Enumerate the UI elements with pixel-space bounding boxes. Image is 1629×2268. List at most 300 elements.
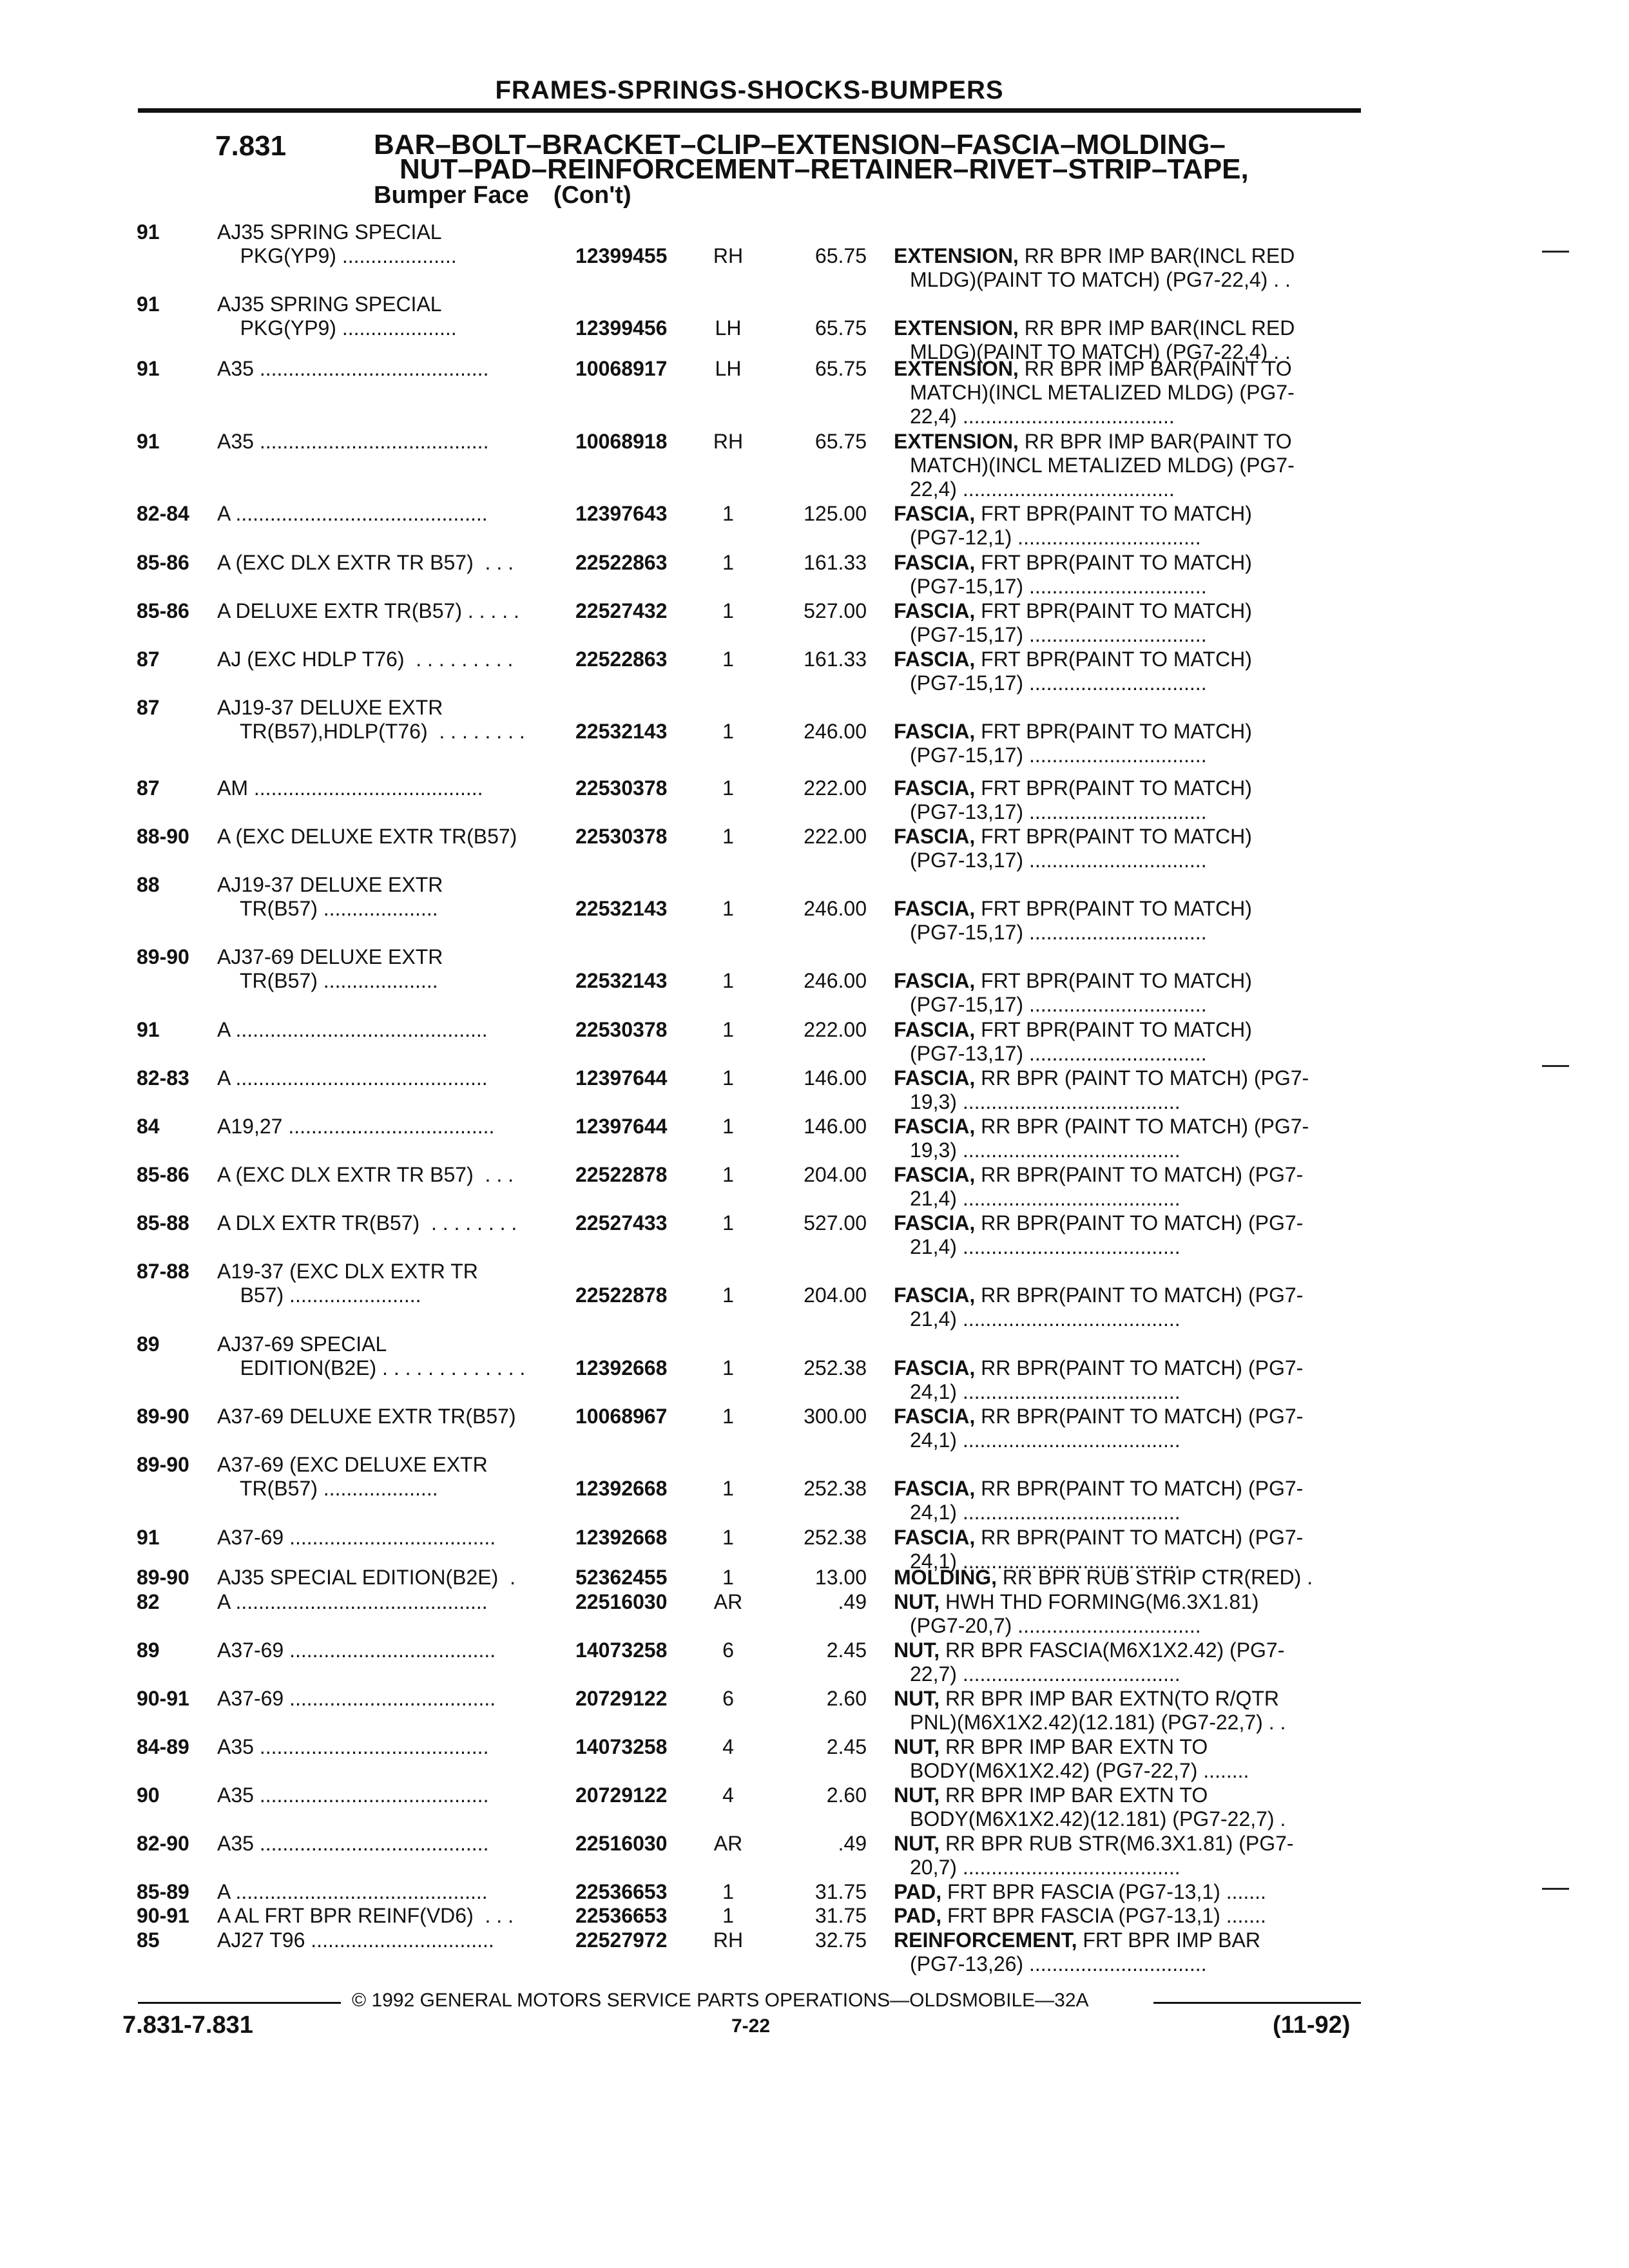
part-number: 22522863 — [575, 648, 668, 671]
model-year: 91 — [137, 293, 160, 316]
model-usage — [217, 1783, 559, 1807]
part-name: FASCIA, — [894, 1477, 976, 1500]
footer-rule-left — [138, 2002, 341, 2004]
part-name: FASCIA, — [894, 969, 976, 992]
continued-label: (Con't) — [553, 182, 631, 209]
description-text: RR BPR(PAINT TO MATCH) (PG7- — [981, 1211, 1304, 1235]
subtitle-text: Bumper Face — [374, 182, 529, 209]
price: 252.38 — [804, 1356, 867, 1379]
model-usage — [217, 502, 559, 526]
part-number: 12397644 — [575, 1066, 668, 1090]
description-line: PNL)(M6X1X2.42)(12.181) (PG7-22,7) . . — [910, 1711, 1286, 1734]
model-usage — [217, 1066, 559, 1090]
model-usage — [217, 945, 559, 993]
part-number: 10068967 — [575, 1405, 668, 1428]
part-description — [894, 1356, 1361, 1404]
model-usage-line: A19-37 (EXC DLX EXTR TR — [217, 1260, 478, 1283]
quantity: 1 — [722, 1526, 734, 1549]
description-line — [894, 1590, 1361, 1614]
part-description — [894, 1211, 1361, 1259]
description-line — [894, 1211, 1361, 1235]
price: 161.33 — [804, 648, 867, 671]
model-usage — [217, 1332, 559, 1380]
quantity: 1 — [722, 776, 734, 800]
description-line: 24,1) ...................................... — [910, 1550, 1181, 1573]
description-text: FRT BPR(PAINT TO MATCH) — [981, 897, 1252, 920]
footer-copyright: © 1992 GENERAL MOTORS SERVICE PARTS OPERATIONS—OLDSMOBILE—32A — [352, 1990, 1089, 2011]
model-year: 84 — [137, 1115, 160, 1138]
part-number: 12399456 — [575, 316, 668, 340]
part-name: FASCIA, — [894, 1356, 976, 1379]
model-year: 89-90 — [137, 945, 189, 968]
model-year: 82-84 — [137, 502, 189, 525]
model-usage-line: A AL FRT BPR REINF(VD6) . . . — [217, 1904, 514, 1927]
margin-mark — [1542, 1065, 1569, 1067]
description-line — [894, 776, 1361, 800]
price: 65.75 — [815, 430, 867, 453]
part-number: 52362455 — [575, 1566, 668, 1589]
price: 32.75 — [815, 1928, 867, 1952]
part-number: 22536653 — [575, 1904, 668, 1927]
price: 146.00 — [804, 1066, 867, 1090]
part-description — [894, 720, 1361, 767]
part-name: FASCIA, — [894, 1115, 976, 1138]
part-name: FASCIA, — [894, 1526, 976, 1549]
description-text: FRT BPR(PAINT TO MATCH) — [981, 599, 1252, 622]
part-number: 12392668 — [575, 1526, 668, 1549]
model-year: 85-86 — [137, 551, 189, 574]
description-line — [894, 1018, 1361, 1042]
part-number: 14073258 — [575, 1735, 668, 1758]
price: 146.00 — [804, 1115, 867, 1138]
model-usage-line: A (EXC DLX EXTR TR B57) . . . — [217, 1163, 514, 1186]
model-usage — [217, 776, 559, 800]
description-line: 19,3) ...................................... — [910, 1139, 1181, 1162]
part-description — [894, 244, 1361, 292]
part-number: 22532143 — [575, 720, 668, 743]
model-usage-line: AJ (EXC HDLP T76) . . . . . . . . . — [217, 648, 514, 671]
part-number: 22532143 — [575, 897, 668, 920]
price: 204.00 — [804, 1283, 867, 1307]
model-usage — [217, 1566, 559, 1590]
model-usage-line: TR(B57) .................... — [217, 897, 438, 920]
model-usage-line: TR(B57),HDLP(T76) . . . . . . . . — [217, 720, 525, 743]
part-name: FASCIA, — [894, 897, 976, 920]
description-line: 19,3) ...................................... — [910, 1090, 1181, 1113]
quantity: 1 — [722, 1066, 734, 1090]
model-year: 91 — [137, 1018, 160, 1041]
description-line — [894, 1356, 1361, 1380]
model-usage-line: A37-69 .................................... — [217, 1687, 496, 1710]
part-number: 22516030 — [575, 1832, 668, 1855]
quantity: 1 — [722, 648, 734, 671]
description-line: MLDG)(PAINT TO MATCH) (PG7-22,4) . . — [910, 268, 1291, 291]
model-year: 89-90 — [137, 1405, 189, 1428]
description-text: RR BPR(PAINT TO MATCH) (PG7- — [981, 1477, 1304, 1500]
model-usage — [217, 1590, 559, 1614]
part-name: FASCIA, — [894, 599, 976, 622]
description-line: 21,4) ...................................... — [910, 1307, 1181, 1331]
part-name: PAD, — [894, 1880, 942, 1903]
part-description — [894, 897, 1361, 945]
part-description — [894, 776, 1361, 824]
model-year: 91 — [137, 357, 160, 380]
part-description — [894, 1783, 1361, 1831]
part-name: FASCIA, — [894, 502, 976, 525]
model-usage-line: A ............................................ — [217, 1018, 488, 1041]
description-line: (PG7-12,1) ................................ — [910, 526, 1201, 549]
part-number: 10068918 — [575, 430, 668, 453]
model-year: 88 — [137, 873, 160, 896]
part-description — [894, 1066, 1361, 1114]
part-name: REINFORCEMENT, — [894, 1928, 1077, 1952]
model-usage — [217, 1211, 559, 1235]
description-text: FRT BPR(PAINT TO MATCH) — [981, 502, 1252, 525]
description-line — [894, 1115, 1361, 1139]
part-description — [894, 1687, 1361, 1735]
description-line: 21,4) ...................................... — [910, 1235, 1181, 1258]
model-year: 90-91 — [137, 1687, 189, 1710]
part-description — [894, 1639, 1361, 1686]
part-description — [894, 1283, 1361, 1331]
quantity: RH — [713, 244, 744, 267]
margin-mark — [1542, 1888, 1569, 1890]
description-text: RR BPR IMP BAR EXTN(TO R/QTR — [945, 1687, 1279, 1710]
part-description — [894, 1735, 1361, 1783]
description-text: RR BPR IMP BAR EXTN TO — [945, 1783, 1208, 1807]
model-year: 89 — [137, 1639, 160, 1662]
model-usage-line: A DELUXE EXTR TR(B57) . . . . . — [217, 599, 519, 622]
model-usage — [217, 825, 559, 849]
model-usage — [217, 1018, 559, 1042]
model-usage-line: A ............................................ — [217, 1590, 488, 1613]
description-text: FRT BPR FASCIA (PG7-13,1) ....... — [947, 1904, 1266, 1927]
model-usage-line: TR(B57) .................... — [217, 969, 438, 992]
description-text: FRT BPR(PAINT TO MATCH) — [981, 969, 1252, 992]
part-number: 22530378 — [575, 1018, 668, 1041]
description-line — [894, 551, 1361, 575]
description-line: BODY(M6X1X2.42)(12.181) (PG7-22,7) . — [910, 1807, 1286, 1831]
part-description — [894, 1018, 1361, 1066]
section-title-line-2: NUT–PAD–REINFORCEMENT–RETAINER–RIVET–STRIP–TAPE, — [400, 153, 1249, 185]
model-usage — [217, 357, 559, 381]
model-year: 84-89 — [137, 1735, 189, 1758]
part-number: 22530378 — [575, 825, 668, 848]
description-text: RR BPR(PAINT TO MATCH) (PG7- — [981, 1283, 1304, 1307]
model-usage-line: A35 ........................................ — [217, 1832, 489, 1855]
price: 161.33 — [804, 551, 867, 574]
description-text: RR BPR FASCIA(M6X1X2.42) (PG7- — [945, 1639, 1285, 1662]
model-year: 89-90 — [137, 1453, 189, 1476]
description-line — [894, 1526, 1361, 1550]
description-text: RR BPR IMP BAR EXTN TO — [945, 1735, 1208, 1758]
description-text: FRT BPR FASCIA (PG7-13,1) ....... — [947, 1880, 1266, 1903]
model-year: 89 — [137, 1332, 160, 1356]
description-line: 22,7) ...................................... — [910, 1662, 1181, 1686]
model-usage — [217, 1735, 559, 1759]
part-description — [894, 1880, 1361, 1904]
description-text: FRT BPR(PAINT TO MATCH) — [981, 825, 1252, 848]
price: 252.38 — [804, 1477, 867, 1500]
model-usage — [217, 1880, 559, 1904]
part-description — [894, 1115, 1361, 1162]
description-line — [894, 316, 1361, 340]
part-name: FASCIA, — [894, 1283, 976, 1307]
price: 13.00 — [815, 1566, 867, 1589]
description-line: MLDG)(PAINT TO MATCH) (PG7-22,4) . . — [910, 340, 1291, 363]
description-text: RR BPR IMP BAR(PAINT TO — [1024, 357, 1292, 380]
footer-page-number: 7-22 — [731, 2015, 771, 2037]
description-line — [894, 1566, 1361, 1590]
model-usage-line: A ............................................ — [217, 1880, 488, 1903]
price: 2.45 — [826, 1639, 867, 1662]
quantity: 1 — [722, 1283, 734, 1307]
part-name: EXTENSION, — [894, 430, 1019, 453]
model-year: 89-90 — [137, 1566, 189, 1589]
description-line: (PG7-13,17) ............................... — [910, 849, 1207, 872]
description-line — [894, 969, 1361, 993]
model-usage-line: A19,27 .................................... — [217, 1115, 495, 1138]
price: 252.38 — [804, 1526, 867, 1549]
description-line — [894, 599, 1361, 623]
description-line: (PG7-15,17) ............................... — [910, 744, 1207, 767]
price: 527.00 — [804, 599, 867, 622]
quantity: AR — [713, 1590, 743, 1613]
quantity: 1 — [722, 1880, 734, 1903]
model-usage — [217, 1904, 559, 1928]
price: .49 — [838, 1832, 867, 1855]
part-description — [894, 1590, 1361, 1638]
model-usage — [217, 1405, 559, 1428]
model-usage-line: A37-69 DELUXE EXTR TR(B57) — [217, 1405, 516, 1428]
part-description — [894, 599, 1361, 647]
model-usage — [217, 1115, 559, 1139]
model-usage-line: AJ19-37 DELUXE EXTR — [217, 696, 443, 719]
part-name: FASCIA, — [894, 1066, 976, 1090]
description-line — [894, 244, 1361, 268]
model-usage — [217, 648, 559, 671]
part-description — [894, 1405, 1361, 1452]
part-number: 10068917 — [575, 357, 668, 380]
description-line — [894, 1832, 1361, 1856]
description-text: RR BPR IMP BAR(PAINT TO — [1024, 430, 1292, 453]
description-text: RR BPR (PAINT TO MATCH) (PG7- — [981, 1115, 1309, 1138]
model-usage-line: AM ........................................ — [217, 776, 483, 800]
part-number: 14073258 — [575, 1639, 668, 1662]
description-text: RR BPR (PAINT TO MATCH) (PG7- — [981, 1066, 1309, 1090]
model-usage-line: AJ35 SPECIAL EDITION(B2E) . — [217, 1566, 516, 1589]
part-number: 22530378 — [575, 776, 668, 800]
description-line: (PG7-13,26) ............................... — [910, 1952, 1207, 1975]
model-usage-line: A35 ........................................ — [217, 1783, 489, 1807]
part-number: 22532143 — [575, 969, 668, 992]
part-description — [894, 1163, 1361, 1211]
description-line: 24,1) ...................................... — [910, 1501, 1181, 1524]
quantity: 6 — [722, 1687, 734, 1710]
price: 222.00 — [804, 825, 867, 848]
model-usage — [217, 1453, 559, 1501]
quantity: 1 — [722, 969, 734, 992]
page-header-title: FRAMES-SPRINGS-SHOCKS-BUMPERS — [495, 76, 1004, 104]
part-name: FASCIA, — [894, 1018, 976, 1041]
part-number: 20729122 — [575, 1783, 668, 1807]
model-usage — [217, 551, 559, 575]
model-usage — [217, 1639, 559, 1662]
part-description — [894, 825, 1361, 872]
part-number: 22522878 — [575, 1163, 668, 1186]
model-year: 85-88 — [137, 1211, 189, 1235]
price: 31.75 — [815, 1880, 867, 1903]
model-year: 87 — [137, 696, 160, 719]
part-number: 22536653 — [575, 1880, 668, 1903]
part-number: 22516030 — [575, 1590, 668, 1613]
description-line — [894, 1783, 1361, 1807]
model-year: 82-83 — [137, 1066, 189, 1090]
model-usage-line: A37-69 .................................... — [217, 1639, 496, 1662]
part-description — [894, 430, 1361, 501]
quantity: 1 — [722, 551, 734, 574]
description-line: (PG7-13,17) ............................... — [910, 800, 1207, 823]
model-usage-line: A37-69 (EXC DELUXE EXTR — [217, 1453, 488, 1476]
quantity: LH — [715, 357, 742, 380]
price: 222.00 — [804, 776, 867, 800]
part-description — [894, 1566, 1361, 1590]
model-usage — [217, 1687, 559, 1711]
quantity: 1 — [722, 1904, 734, 1927]
description-line — [894, 1735, 1361, 1759]
part-name: FASCIA, — [894, 648, 976, 671]
model-year: 91 — [137, 1526, 160, 1549]
model-usage — [217, 873, 559, 921]
part-name: FASCIA, — [894, 776, 976, 800]
price: 300.00 — [804, 1405, 867, 1428]
description-line — [894, 502, 1361, 526]
description-line — [894, 825, 1361, 849]
model-usage — [217, 430, 559, 454]
model-usage-line: AJ35 SPRING SPECIAL — [217, 220, 442, 244]
part-description — [894, 1928, 1361, 1976]
price: 527.00 — [804, 1211, 867, 1235]
quantity: 1 — [722, 502, 734, 525]
part-name: NUT, — [894, 1783, 940, 1807]
price: 246.00 — [804, 897, 867, 920]
description-line — [894, 1477, 1361, 1501]
price: 246.00 — [804, 720, 867, 743]
quantity: RH — [713, 1928, 744, 1952]
model-usage — [217, 1163, 559, 1187]
part-name: NUT, — [894, 1590, 940, 1613]
price: 65.75 — [815, 357, 867, 380]
model-usage-line: A35 ........................................ — [217, 357, 489, 380]
footer-rule-right — [1153, 2002, 1361, 2004]
price: 2.45 — [826, 1735, 867, 1758]
description-line: MATCH)(INCL METALIZED MLDG) (PG7- — [910, 454, 1295, 477]
model-usage-line: A (EXC DLX EXTR TR B57) . . . — [217, 551, 514, 574]
description-line: MATCH)(INCL METALIZED MLDG) (PG7- — [910, 381, 1295, 404]
description-line: (PG7-15,17) ............................... — [910, 993, 1207, 1016]
part-description — [894, 648, 1361, 695]
part-number: 22527433 — [575, 1211, 668, 1235]
model-year: 82 — [137, 1590, 160, 1613]
description-line — [894, 648, 1361, 671]
model-usage-line: AJ37-69 DELUXE EXTR — [217, 945, 443, 968]
model-usage — [217, 1928, 559, 1952]
description-text: FRT BPR(PAINT TO MATCH) — [981, 551, 1252, 574]
part-name: EXTENSION, — [894, 244, 1019, 267]
part-description — [894, 551, 1361, 599]
model-usage-line: A ............................................ — [217, 502, 488, 525]
quantity: 1 — [722, 1163, 734, 1186]
part-name: FASCIA, — [894, 825, 976, 848]
description-text: FRT BPR(PAINT TO MATCH) — [981, 776, 1252, 800]
description-line — [894, 1066, 1361, 1090]
model-year: 91 — [137, 220, 160, 244]
description-line — [894, 1904, 1361, 1928]
part-name: MOLDING, — [894, 1566, 997, 1589]
quantity: 1 — [722, 720, 734, 743]
part-name: FASCIA, — [894, 1163, 976, 1186]
description-text: RR BPR(PAINT TO MATCH) (PG7- — [981, 1356, 1304, 1379]
description-text: RR BPR IMP BAR(INCL RED — [1024, 316, 1295, 340]
description-line — [894, 897, 1361, 921]
model-year: 87 — [137, 776, 160, 800]
model-usage — [217, 696, 559, 744]
quantity: 1 — [722, 1018, 734, 1041]
description-line: 22,4) ..................................... — [910, 405, 1175, 428]
model-usage-line: AJ37-69 SPECIAL — [217, 1332, 387, 1356]
part-name: FASCIA, — [894, 1405, 976, 1428]
description-line — [894, 430, 1361, 454]
quantity: 1 — [722, 599, 734, 622]
description-line — [894, 1928, 1361, 1952]
quantity: 1 — [722, 897, 734, 920]
model-year: 85-86 — [137, 1163, 189, 1186]
part-name: NUT, — [894, 1687, 940, 1710]
quantity: 1 — [722, 825, 734, 848]
description-text: RR BPR(PAINT TO MATCH) (PG7- — [981, 1405, 1304, 1428]
part-name: FASCIA, — [894, 551, 976, 574]
price: 204.00 — [804, 1163, 867, 1186]
model-year: 90-91 — [137, 1904, 189, 1927]
model-year: 88-90 — [137, 825, 189, 848]
part-description — [894, 357, 1361, 428]
description-text: RR BPR IMP BAR(INCL RED — [1024, 244, 1295, 267]
section-number: 7.831 — [215, 130, 287, 162]
part-name: FASCIA, — [894, 1211, 976, 1235]
description-line — [894, 720, 1361, 744]
model-usage-line: A37-69 .................................... — [217, 1526, 496, 1549]
part-number: 12392668 — [575, 1356, 668, 1379]
part-number: 22522878 — [575, 1283, 668, 1307]
part-description — [894, 1832, 1361, 1879]
quantity: LH — [715, 316, 742, 340]
description-line — [894, 1405, 1361, 1428]
part-name: NUT, — [894, 1832, 940, 1855]
price: 125.00 — [804, 502, 867, 525]
description-line: (PG7-15,17) ............................... — [910, 921, 1207, 944]
part-number: 22527432 — [575, 599, 668, 622]
part-description — [894, 502, 1361, 550]
model-usage-line: A35 ........................................ — [217, 430, 489, 453]
description-line: BODY(M6X1X2.42) (PG7-22,7) ........ — [910, 1759, 1249, 1782]
description-text: HWH THD FORMING(M6.3X1.81) — [945, 1590, 1259, 1613]
description-line: (PG7-20,7) ................................ — [910, 1614, 1201, 1637]
model-year: 91 — [137, 430, 160, 453]
part-name: PAD, — [894, 1904, 942, 1927]
quantity: 1 — [722, 1356, 734, 1379]
description-line — [894, 1283, 1361, 1307]
description-line: (PG7-15,17) ............................... — [910, 575, 1207, 598]
